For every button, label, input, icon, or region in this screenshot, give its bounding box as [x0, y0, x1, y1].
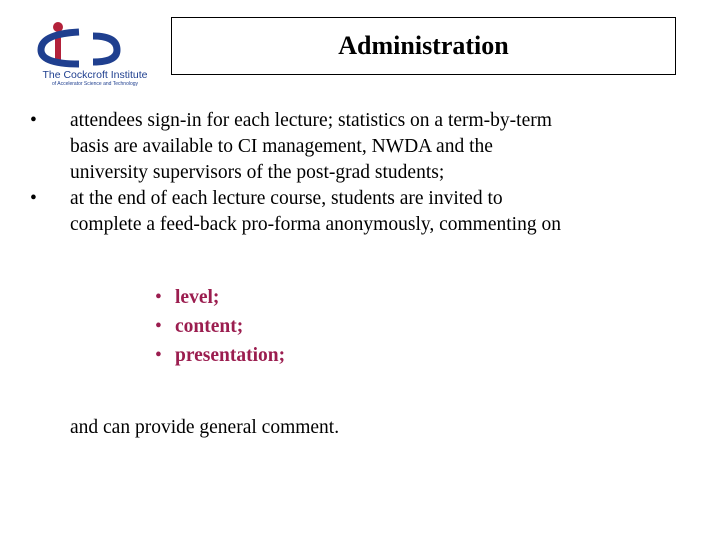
logo-name: The Cockcroft Institute	[42, 69, 148, 81]
sub-item-content	[155, 312, 285, 341]
logo-subtitle: of Accelerator Science and Technology	[51, 81, 139, 87]
bullet-text: attendees sign-in for each lecture; statistics on a term-by-term basis are available to CI management, NWDA and the university supervisors of the post-grad students;	[70, 110, 552, 183]
sub-item-text: presentation;	[175, 345, 286, 366]
bullet-list	[30, 108, 690, 238]
closing-text: and can provide general comment.	[70, 417, 340, 438]
sub-item-level	[155, 283, 285, 312]
sub-item-text: content;	[175, 316, 244, 337]
bullet-item-feedback	[30, 186, 690, 238]
bullet-dot: •	[30, 110, 37, 131]
cockcroft-institute-logo	[35, 20, 155, 88]
sub-bullet-dot: •	[155, 345, 162, 366]
sub-item-text: level;	[175, 287, 220, 308]
title-box	[171, 17, 676, 75]
page-title: Administration	[338, 31, 509, 60]
bullet-item-attendance	[30, 108, 690, 186]
bullet-dot: •	[30, 188, 37, 209]
sub-bullet-dot: •	[155, 287, 162, 308]
bullet-text: at the end of each lecture course, students are invited to complete a feed-back pro-forma anonymously, commenting on	[70, 188, 561, 235]
sub-bullet-dot: •	[155, 316, 162, 337]
feedback-topics-list	[155, 283, 285, 370]
logo-mark-icon	[35, 20, 155, 70]
sub-item-presentation	[155, 341, 285, 370]
